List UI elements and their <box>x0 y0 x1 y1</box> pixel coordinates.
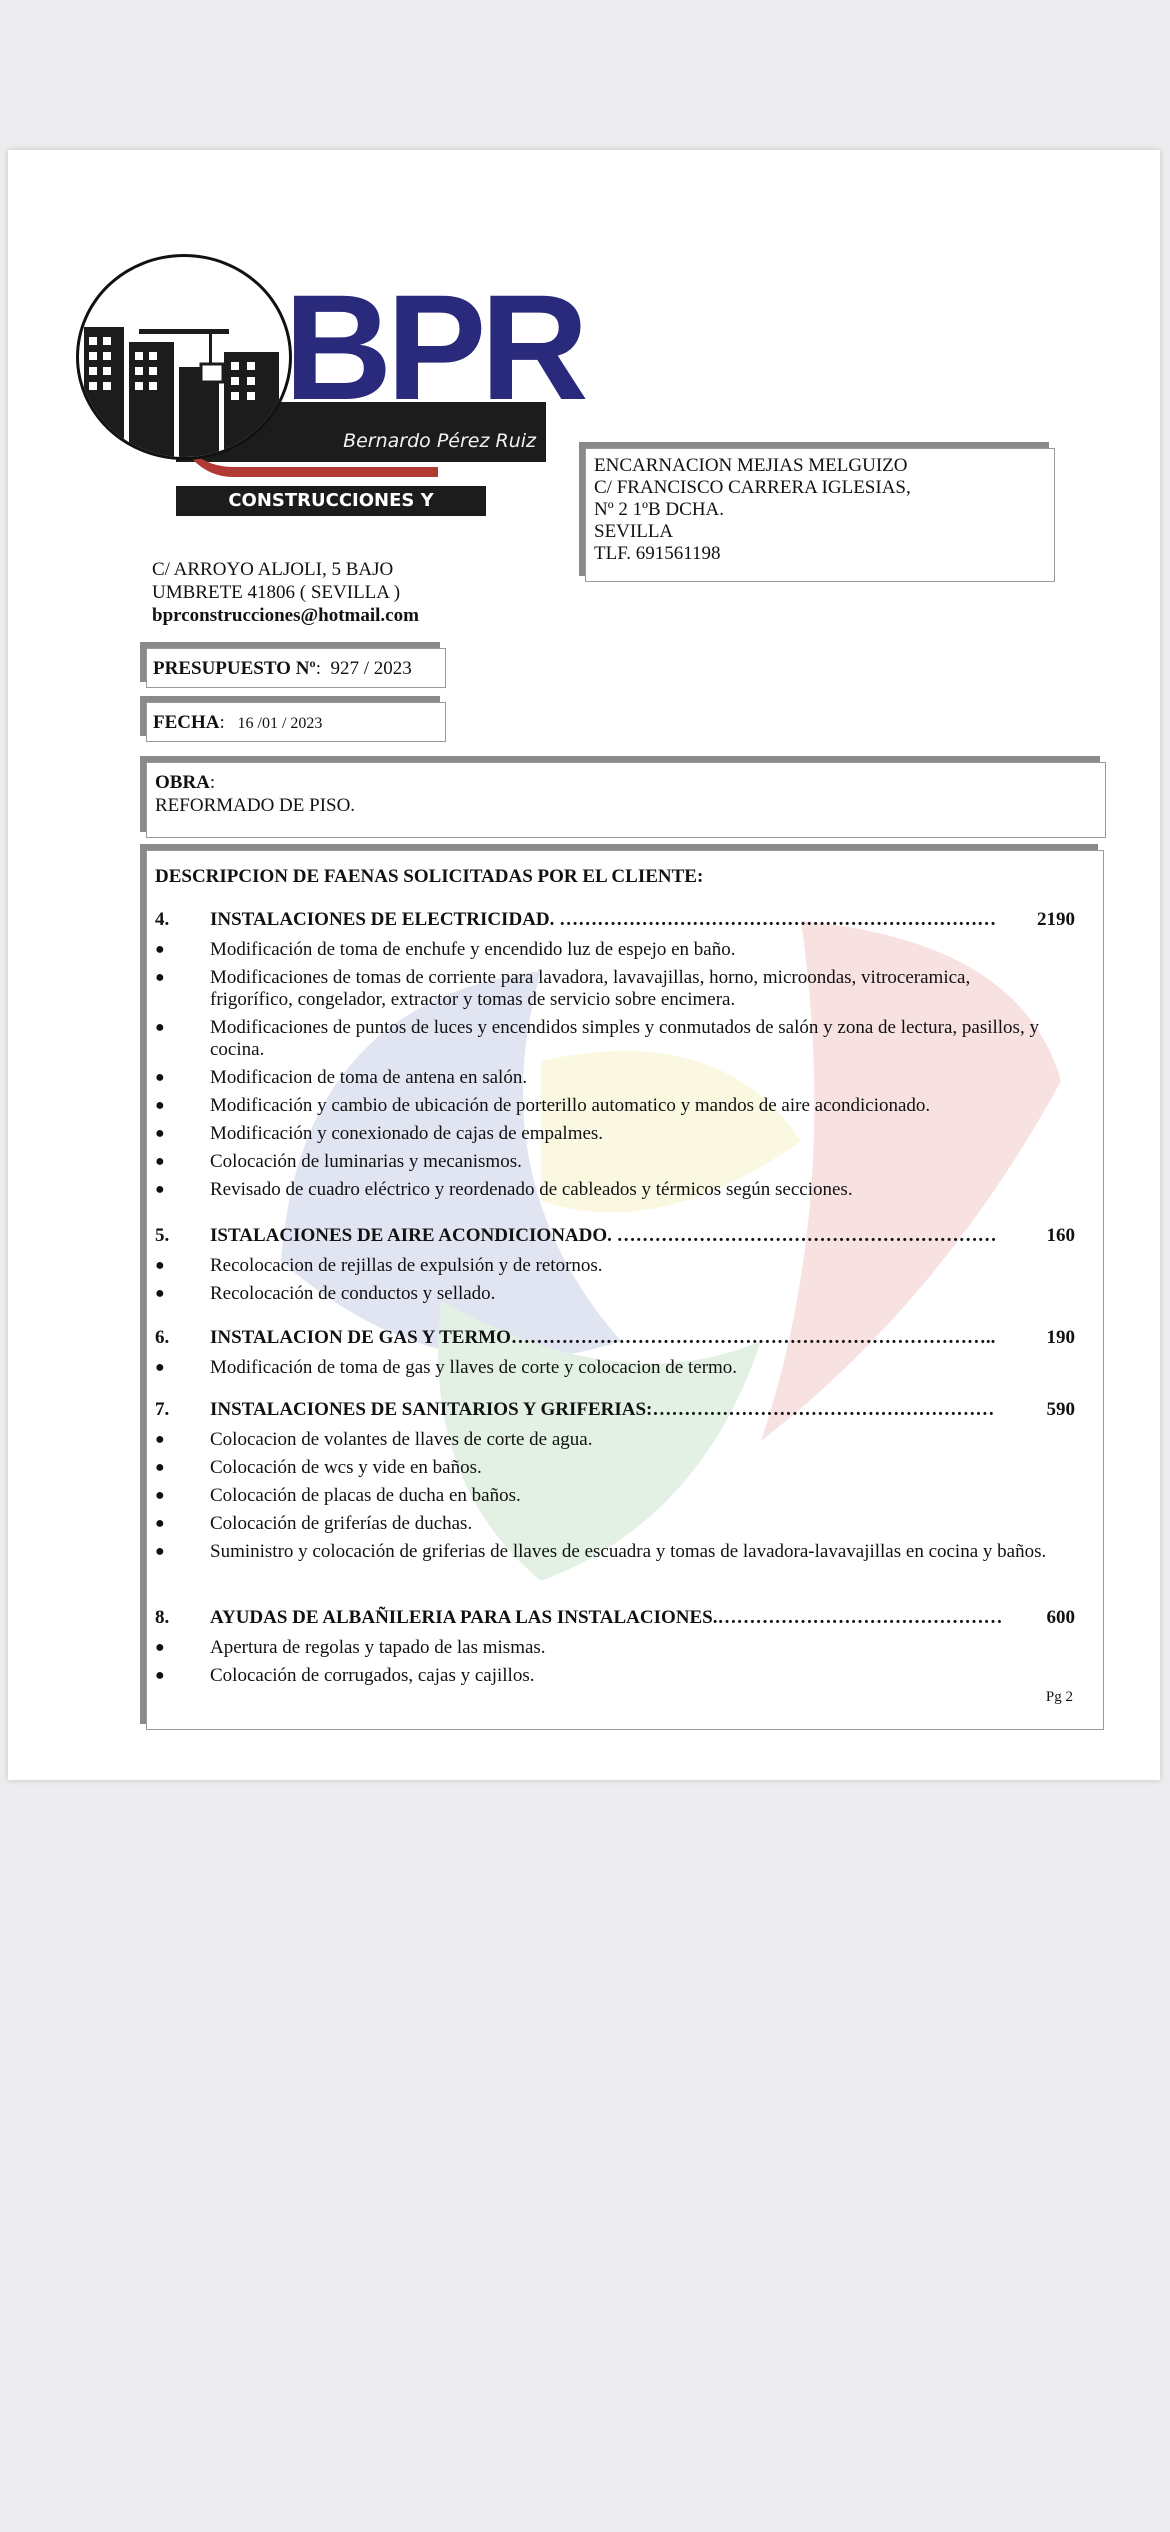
section-amount: 600 <box>1046 1607 1075 1628</box>
list-item: ● Colocacion de volantes de llaves de corte de agua. <box>155 1429 593 1450</box>
list-item: ● Suministro y colocación de griferias de llaves de escuadra y tomas de lavadora-lavavajillas en cocina y baños. <box>155 1541 1047 1562</box>
client-box <box>585 448 1055 582</box>
list-item: ● Colocación de corrugados, cajas y cajillos. <box>155 1665 535 1686</box>
client-street: C/ FRANCISCO CARRERA IGLESIAS, <box>594 477 911 498</box>
section-amount: 590 <box>1046 1399 1075 1420</box>
list-item: ● Modificaciones de tomas de corriente para lavadora, lavavajillas, horno, microondas, vitroceramica, frigorífico, congelador, extractor y tomas de servicio sobre encimera. <box>155 967 971 1010</box>
fecha-box: FECHA: 16 /01 / 2023 <box>146 702 446 742</box>
section-amount: 190 <box>1046 1327 1075 1348</box>
list-item: ● Modificación y conexionado de cajas de empalmes. <box>155 1123 604 1144</box>
list-item: ● Colocación de luminarias y mecanismos. <box>155 1151 522 1172</box>
list-item: ● Modificación de toma de gas y llaves de corte y colocacion de termo. <box>155 1357 738 1378</box>
company-logo <box>66 252 583 541</box>
list-item: ● Modificación de toma de enchufe y encendido luz de espejo en baño. <box>155 939 736 960</box>
logo-wordmark: BPR <box>284 263 583 431</box>
fecha-label: FECHA <box>153 712 220 733</box>
section-number: 7. <box>155 1399 170 1420</box>
company-address <box>152 558 419 627</box>
section-electricidad <box>155 907 1075 1201</box>
section-number: 4. <box>155 909 170 930</box>
client-number: Nº 2 1ºB DCHA. <box>594 499 725 520</box>
section-number: 8. <box>155 1607 170 1628</box>
company-street: C/ ARROYO ALJOLI, 5 BAJO <box>152 559 394 580</box>
list-item: ● Revisado de cuadro eléctrico y reordenado de cableados y térmicos según secciones. <box>155 1179 853 1200</box>
presupuesto-value: 927 / 2023 <box>330 658 412 679</box>
client-name: ENCARNACION MEJIAS MELGUIZO <box>594 455 908 476</box>
list-item: ● Recolocacion de rejillas de expulsión y de retornos. <box>155 1255 603 1276</box>
logo-tagline: CONSTRUCCIONES Y REFORMAS <box>174 484 488 518</box>
page-number: Pg 2 <box>1045 1689 1073 1705</box>
section-title: INSTALACIONES DE SANITARIOS Y GRIFERIAS:……………………………………………… <box>210 1399 995 1420</box>
list-item: ● Colocación de placas de ducha en baños. <box>155 1485 521 1506</box>
description-heading: DESCRIPCION DE FAENAS SOLICITADAS POR EL CLIENTE: <box>155 866 704 887</box>
section-number: 6. <box>155 1327 170 1348</box>
section-albanileria <box>155 1605 1075 1687</box>
presupuesto-label: PRESUPUESTO Nº <box>153 658 316 679</box>
client-phone: TLF. 691561198 <box>594 543 721 564</box>
description-box <box>146 850 1104 1730</box>
list-item: ● Modificación y cambio de ubicación de porterillo automatico y mandos de aire acondicionado. <box>155 1095 931 1116</box>
logo-person-name: Bernardo Pérez Ruiz <box>343 430 536 452</box>
logo-buildings-icon <box>76 254 292 460</box>
section-title: INSTALACIONES DE ELECTRICIDAD. …………………………………………………………… <box>210 909 997 930</box>
company-city: UMBRETE 41806 ( SEVILLA ) <box>152 582 401 603</box>
section-aire-acondicionado <box>155 1223 1075 1305</box>
client-city: SEVILLA <box>594 521 674 542</box>
presupuesto-box: PRESUPUESTO Nº: 927 / 2023 <box>146 648 446 688</box>
company-email: bprconstrucciones@hotmail.com <box>152 605 419 626</box>
list-item: ● Colocación de wcs y vide en baños. <box>155 1457 482 1478</box>
section-title: AYUDAS DE ALBAÑILERIA PARA LAS INSTALACIONES.……………………………………… <box>210 1607 1003 1628</box>
section-amount: 2190 <box>1037 909 1075 930</box>
section-gas-termo <box>155 1325 1075 1379</box>
list-item: ● Apertura de regolas y tapado de las mismas. <box>155 1637 546 1658</box>
section-title: ISTALACIONES DE AIRE ACONDICIONADO. …………………………………………………… <box>210 1225 997 1246</box>
section-sanitarios <box>155 1397 1075 1563</box>
obra-box: OBRA: REFORMADO DE PISO. <box>146 762 1106 838</box>
section-number: 5. <box>155 1225 170 1246</box>
obra-label: OBRA <box>155 772 210 793</box>
list-item: ● Modificacion de toma de antena en salón. <box>155 1067 528 1088</box>
list-item: ● Recolocación de conductos y sellado. <box>155 1283 496 1304</box>
section-amount: 160 <box>1046 1225 1075 1246</box>
section-title: INSTALACION DE GAS Y TERMO………………………………………………………………….. <box>210 1327 996 1348</box>
fecha-value: 16 /01 / 2023 <box>237 715 323 732</box>
list-item: ● Colocación de griferías de duchas. <box>155 1513 473 1534</box>
list-item: ● Modificaciones de puntos de luces y encendidos simples y conmutados de salón y zona de lectura, pasillos, y cocina. <box>155 1017 1039 1060</box>
obra-value: REFORMADO DE PISO. <box>155 795 356 816</box>
